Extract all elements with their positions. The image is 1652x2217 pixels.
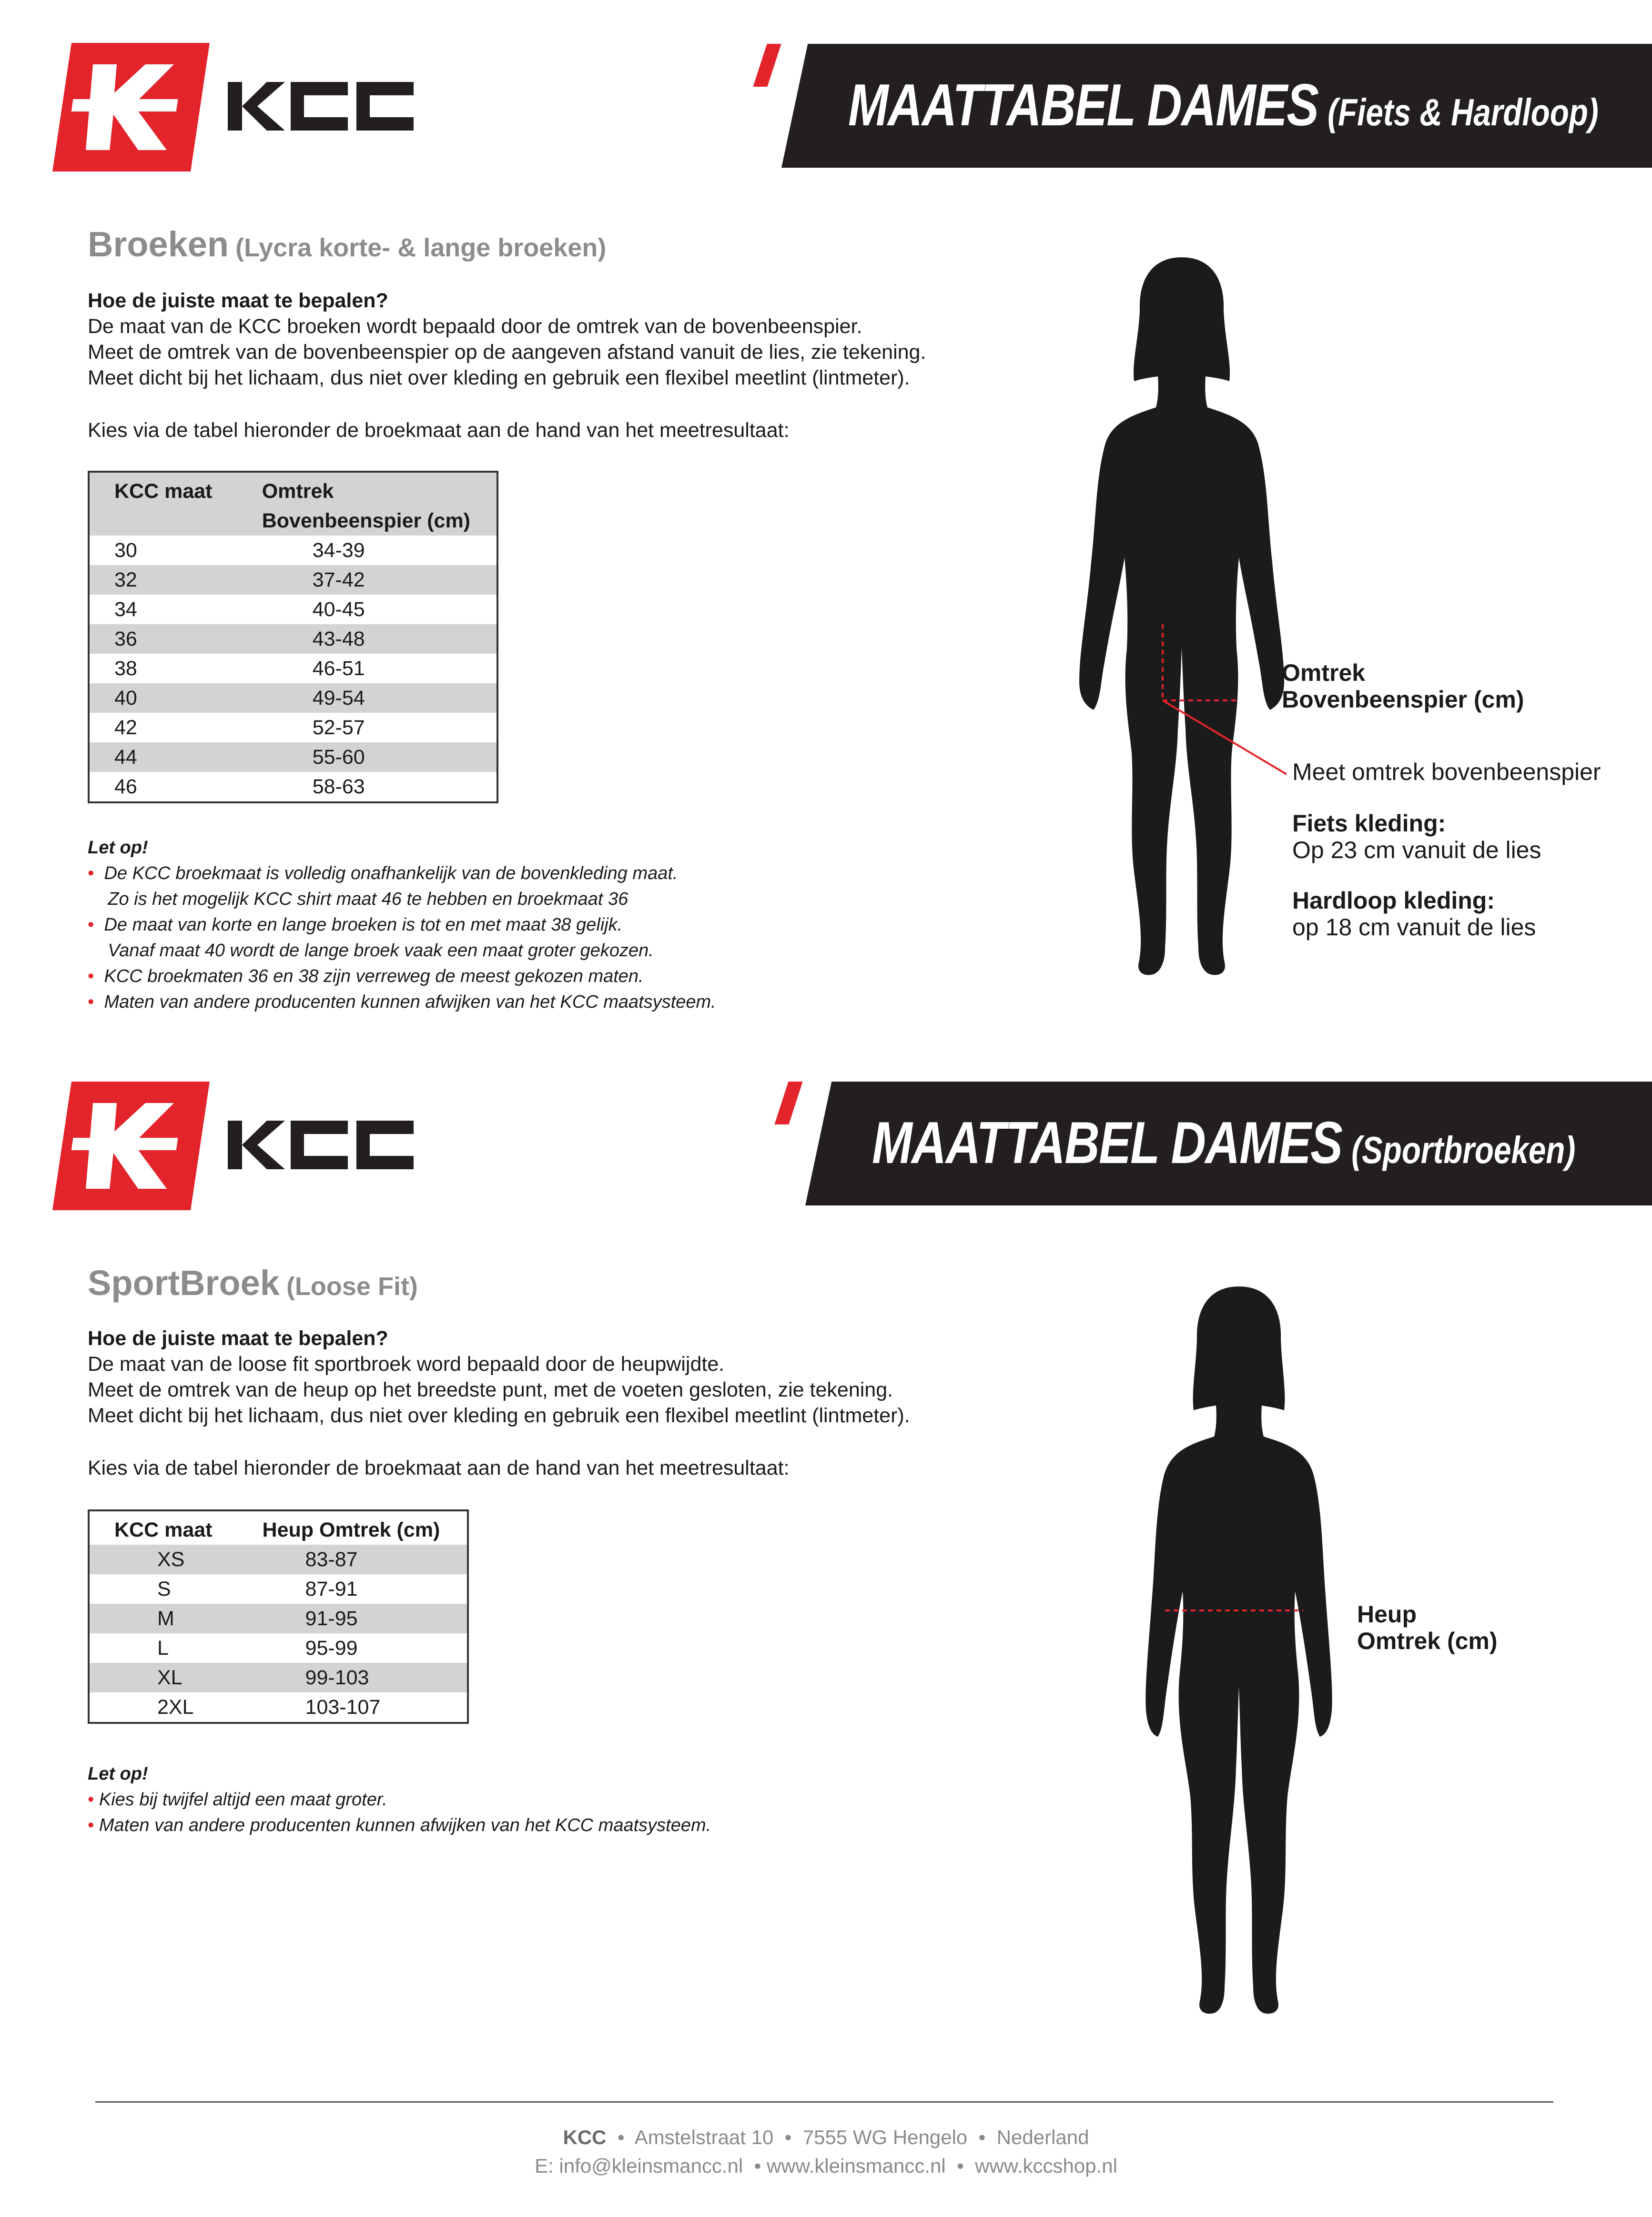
bullet-icon: • xyxy=(88,992,94,1012)
female-silhouette-figure xyxy=(1129,1282,1348,2025)
table-cell-value: 52-57 xyxy=(312,716,365,739)
hardloop-info xyxy=(1292,887,1536,941)
table-row xyxy=(89,713,497,742)
table-row xyxy=(89,654,497,683)
table-header-measure-l1: Omtrek xyxy=(262,480,334,503)
table-cell-value: 95-99 xyxy=(305,1637,358,1660)
choose-text: Kies via de tabel hieronder de broekmaat aan de hand van het meetresultaat: xyxy=(88,419,790,442)
note-text: De maat van korte en lange broeken is tot en met maat 38 gelijk. xyxy=(104,915,623,935)
instructions-line: Meet de omtrek van de heup op het breedste punt, met de voeten gesloten, zie tekening. xyxy=(88,1378,893,1401)
section-title xyxy=(88,1263,418,1303)
hardloop-text: op 18 cm vanuit de lies xyxy=(1292,914,1536,941)
table-cell-value: 40-45 xyxy=(312,598,365,621)
table-row xyxy=(89,1604,468,1633)
footer-divider xyxy=(95,2101,1553,2103)
footer-email[interactable]: E: info@kleinsmancc.nl xyxy=(535,2155,743,2177)
table-header-row xyxy=(89,1510,468,1545)
female-silhouette-figure xyxy=(1067,253,1296,982)
instructions-question: Hoe de juiste maat te bepalen? xyxy=(88,1327,388,1350)
table-cell-size: XS xyxy=(89,1545,263,1574)
table-cell-size: 36 xyxy=(89,624,262,654)
banner-title-main: MAATTABEL DAMES xyxy=(872,1110,1342,1176)
hip-label-l1: Heup xyxy=(1357,1601,1417,1628)
note-item xyxy=(88,860,716,886)
table-row xyxy=(89,1663,468,1692)
table-row xyxy=(89,742,497,772)
section-title xyxy=(88,224,606,264)
thigh-label-l1: Omtrek xyxy=(1282,659,1366,686)
table-cell-value: 58-63 xyxy=(312,775,365,798)
footer-country: Nederland xyxy=(996,2126,1089,2148)
table-cell-size: L xyxy=(157,1637,169,1660)
hardloop-head: Hardloop kleding: xyxy=(1292,887,1495,914)
note-text: Maten van andere producenten kunnen afwijken van het KCC maatsysteem. xyxy=(104,992,716,1012)
table-cell-size: 32 xyxy=(89,565,262,595)
table-header-row xyxy=(89,472,497,536)
note-text: KCC broekmaten 36 en 38 zijn verreweg de meest gekozen maten. xyxy=(104,966,644,986)
table-cell-value: 91-95 xyxy=(263,1604,468,1633)
footer-contact: E: info@kleinsmancc.nl • www.kleinsmancc.nl • www.kccshop.nl xyxy=(535,2155,1117,2177)
note-item xyxy=(88,1812,711,1838)
size-table-hip xyxy=(88,1509,469,1724)
table-row xyxy=(89,683,497,713)
note-item xyxy=(88,886,716,912)
hip-measure-line xyxy=(1163,1606,1306,1615)
bullet-icon: • xyxy=(88,1815,94,1835)
table-row xyxy=(89,624,497,654)
table-cell-size: 44 xyxy=(89,742,262,772)
table-header-measure: Heup Omtrek (cm) xyxy=(263,1510,468,1545)
instructions-line: Meet dicht bij het lichaam, dus niet over kleding en gebruik een flexibel meetlint (lintmeter). xyxy=(88,1404,910,1427)
fiets-head: Fiets kleding: xyxy=(1292,810,1446,837)
banner-title-sub: (Sportbroeken) xyxy=(1351,1129,1576,1171)
instructions-question: Hoe de juiste maat te bepalen? xyxy=(88,289,388,312)
table-row xyxy=(89,595,497,624)
instructions-line: Meet dicht bij het lichaam, dus niet over kleding en gebruik een flexibel meetlint (lintmeter). xyxy=(88,366,910,389)
footer-web2[interactable]: www.kccshop.nl xyxy=(975,2155,1117,2177)
table-cell-size: 34 xyxy=(114,598,137,621)
bullet-icon: • xyxy=(88,863,94,883)
measure-label: Meet omtrek bovenbeenspier xyxy=(1292,759,1601,785)
banner-title-main: MAATTABEL DAMES xyxy=(848,72,1318,138)
table-row xyxy=(89,1633,468,1663)
hip-label xyxy=(1357,1601,1498,1654)
notes-head: Let op! xyxy=(88,838,148,858)
table-cell-size: 38 xyxy=(114,657,137,680)
table-cell-value: 103-107 xyxy=(305,1696,381,1719)
thigh-label xyxy=(1282,659,1524,713)
table-row xyxy=(89,772,497,802)
banner-accent xyxy=(753,44,781,87)
note-text: Kies bij twijfel altijd een maat groter. xyxy=(99,1790,387,1810)
thigh-measure-lines xyxy=(1153,619,1296,781)
footer-postal: 7555 WG Hengelo xyxy=(802,2126,968,2148)
table-cell-value: 49-54 xyxy=(262,683,497,713)
table-header-measure-l2: Bovenbeenspier (cm) xyxy=(262,509,471,532)
table-header-size: KCC maat xyxy=(89,1510,263,1545)
instructions-line: De maat van de KCC broeken wordt bepaald door de omtrek van de bovenbeenspier. xyxy=(88,315,862,338)
note-item xyxy=(88,938,716,963)
notes-head: Let op! xyxy=(88,1764,148,1784)
table-cell-size: M xyxy=(89,1604,263,1633)
table-cell-value: 46-51 xyxy=(312,657,365,680)
instructions xyxy=(88,288,926,391)
table-row xyxy=(89,1574,468,1604)
note-item xyxy=(88,1787,711,1812)
table-header-measure xyxy=(262,472,497,536)
footer-street: Amstelstraat 10 xyxy=(634,2126,774,2148)
notes xyxy=(88,1761,711,1838)
table-cell-value: 55-60 xyxy=(262,742,497,772)
table-cell-size: 2XL xyxy=(157,1696,194,1719)
section-title-main: Broeken xyxy=(88,224,229,264)
table-cell-value: 34-39 xyxy=(312,539,365,562)
section-title-sub: (Loose Fit) xyxy=(286,1272,418,1301)
table-cell-value: 43-48 xyxy=(262,624,497,654)
table-cell-value: 87-91 xyxy=(305,1578,358,1600)
table-cell-value: 99-103 xyxy=(263,1663,468,1692)
bullet-icon: • xyxy=(88,966,94,986)
fiets-text: Op 23 cm vanuit de lies xyxy=(1292,837,1541,863)
table-cell-size: 30 xyxy=(114,539,137,562)
banner-title xyxy=(872,1109,1575,1177)
note-text: Vanaf maat 40 wordt de lange broek vaak een maat groter gekozen. xyxy=(108,941,654,961)
instructions-line: De maat van de loose fit sportbroek word bepaald door de heupwijdte. xyxy=(88,1353,725,1376)
size-table-thigh xyxy=(88,471,498,803)
instructions-line: Meet de omtrek van de bovenbeenspier op de aangeven afstand vanuit de lies, zie tekening. xyxy=(88,341,926,364)
kcc-logo xyxy=(52,1082,443,1210)
hip-label-l2: Omtrek (cm) xyxy=(1357,1628,1498,1654)
choose-text: Kies via de tabel hieronder de broekmaat aan de hand van het meetresultaat: xyxy=(88,1457,790,1479)
banner-accent xyxy=(774,1082,802,1124)
note-item xyxy=(88,989,716,1015)
footer-company: KCC xyxy=(563,2126,607,2148)
kcc-logo xyxy=(52,43,443,172)
table-cell-size: 40 xyxy=(89,683,262,713)
note-text: Zo is het mogelijk KCC shirt maat 46 te hebben en broekmaat 36 xyxy=(108,889,628,909)
table-cell-size: 42 xyxy=(114,716,137,739)
table-row xyxy=(89,536,497,565)
table-cell-size: 46 xyxy=(114,775,137,798)
note-text: Maten van andere producenten kunnen afwijken van het KCC maatsysteem. xyxy=(99,1815,711,1835)
instructions xyxy=(88,1326,910,1428)
section-title-main: SportBroek xyxy=(88,1263,280,1303)
table-row xyxy=(89,1545,468,1574)
note-text: De KCC broekmaat is volledig onafhankelijk van de bovenkleding maat. xyxy=(104,863,678,883)
table-cell-size: S xyxy=(157,1578,171,1600)
footer-address: KCC • Amstelstraat 10 • 7555 WG Hengelo • Nederland xyxy=(563,2126,1089,2148)
table-header-size: KCC maat xyxy=(89,472,262,536)
banner-title-sub: (Fiets & Hardloop) xyxy=(1328,91,1599,133)
bullet-icon: • xyxy=(88,915,94,935)
banner-title xyxy=(848,71,1599,139)
notes xyxy=(88,835,716,1015)
bullet-icon: • xyxy=(88,1790,94,1810)
table-cell-value: 37-42 xyxy=(262,565,497,595)
footer-web1[interactable]: www.kleinsmancc.nl xyxy=(766,2155,946,2177)
note-item xyxy=(88,963,716,989)
fiets-info xyxy=(1292,810,1541,863)
table-cell-size: XL xyxy=(89,1663,263,1692)
table-cell-value: 83-87 xyxy=(263,1545,468,1574)
note-item xyxy=(88,912,716,938)
table-row xyxy=(89,1692,468,1723)
thigh-label-l2: Bovenbeenspier (cm) xyxy=(1282,686,1524,713)
section-title-sub: (Lycra korte- & lange broeken) xyxy=(235,233,607,262)
table-row xyxy=(89,565,497,595)
